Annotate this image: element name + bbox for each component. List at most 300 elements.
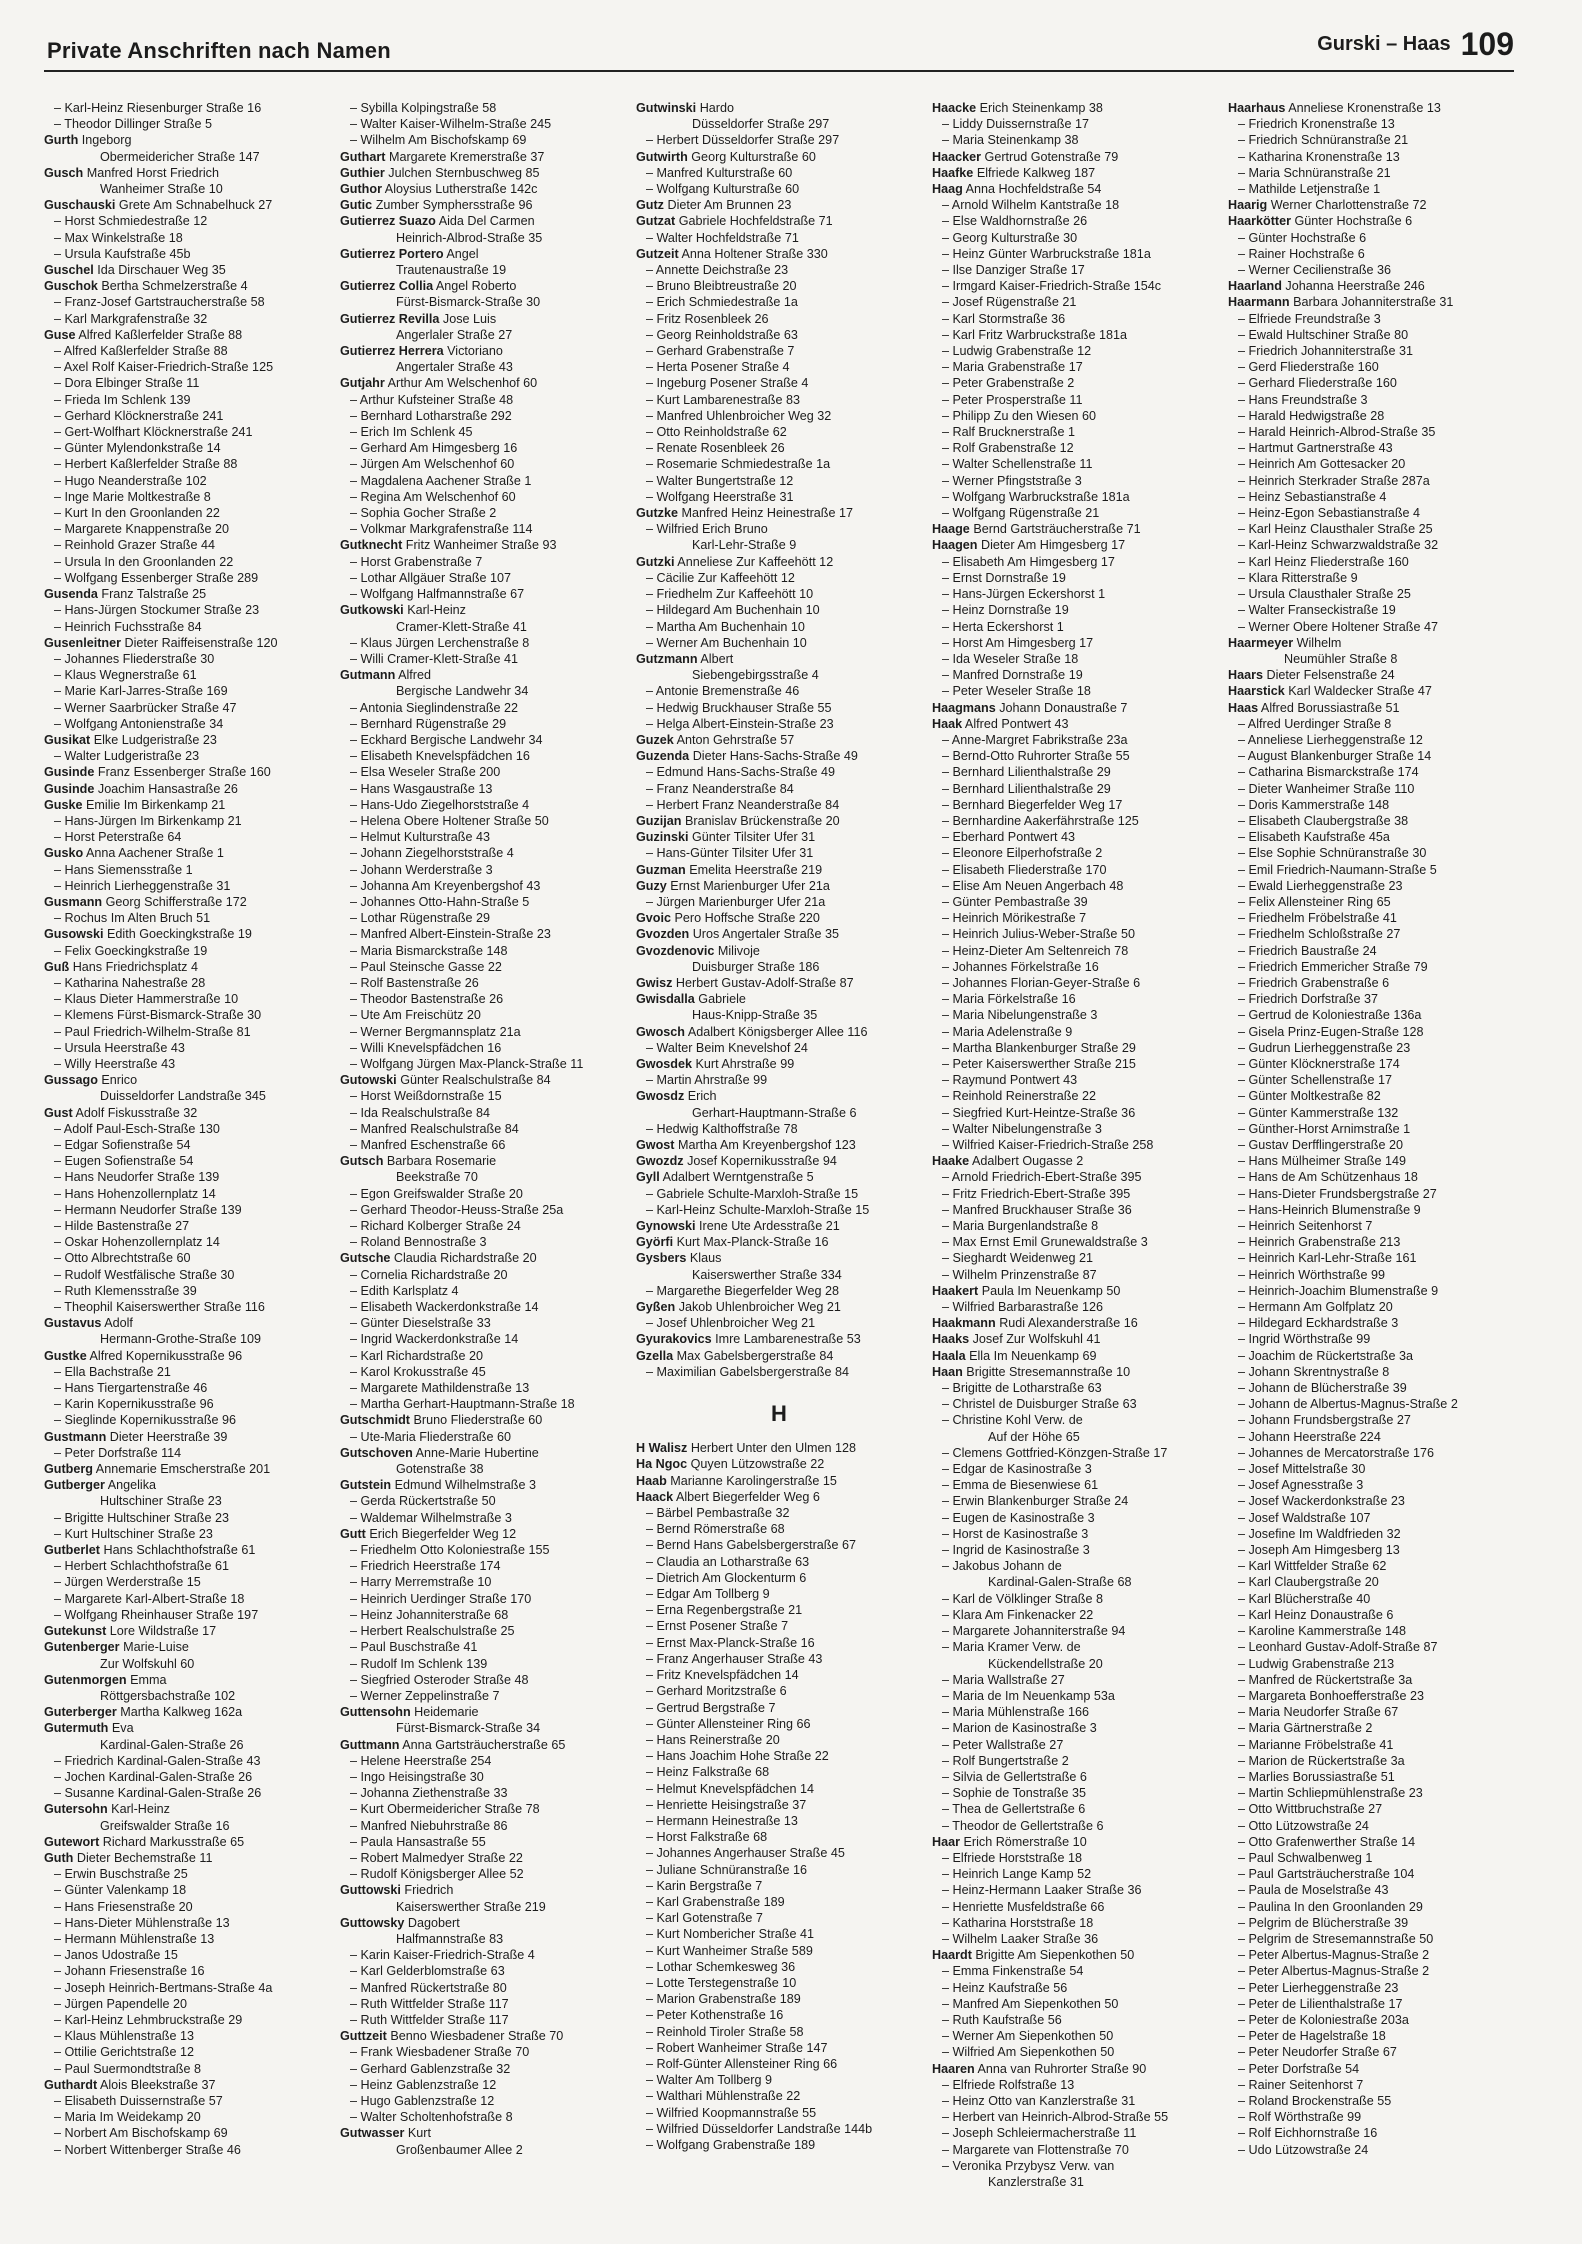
family-member-entry: – Johann Heerstraße 224 bbox=[1238, 1429, 1381, 1444]
family-member-entry: – Herbert van Heinrich-Albrod-Straße 55 bbox=[942, 2110, 1169, 2125]
surname: Guterberger bbox=[44, 1705, 117, 1720]
family-member-entry: – Günter Valenkamp 18 bbox=[54, 1883, 187, 1898]
surname: Gutsche bbox=[340, 1251, 391, 1266]
page-title: Private Anschriften nach Namen bbox=[47, 38, 391, 63]
surname: Guttensohn bbox=[340, 1705, 411, 1720]
address-continuation: Kaiserswerther Straße 219 bbox=[396, 1899, 546, 1914]
address-continuation: Haus-Knipp-Straße 35 bbox=[692, 1008, 818, 1023]
family-member-entry: – Alfred Kaßlerfelder Straße 88 bbox=[54, 344, 228, 359]
directory-entry bbox=[340, 1153, 626, 1169]
family-member-entry: – Theodor Dillinger Straße 5 bbox=[54, 117, 212, 132]
family-member-entry: – Marion Grabenstraße 189 bbox=[646, 1992, 801, 2007]
family-member-entry: – Rolf Bungertstraße 2 bbox=[942, 1753, 1069, 1768]
entry-text: Kurt Max-Planck-Straße 16 bbox=[676, 1235, 829, 1250]
family-member-entry: – Ernst Posener Straße 7 bbox=[646, 1619, 789, 1634]
family-member-entry: – Werner Am Siepenkothen 50 bbox=[942, 2029, 1114, 2044]
family-member-entry: – Lothar Schemkesweg 36 bbox=[646, 1959, 796, 1974]
family-member-entry: – Friedrich Schnüranstraße 21 bbox=[1238, 133, 1409, 148]
family-member-entry: – Wolfgang Grabenstraße 189 bbox=[646, 2137, 816, 2152]
surname: Guschauski bbox=[44, 198, 116, 213]
family-member-entry: – Rudolf Königsberger Allee 52 bbox=[350, 1867, 524, 1882]
family-member-entry: – Paul Friedrich-Wilhelm-Straße 81 bbox=[54, 1024, 251, 1039]
family-member-entry: – Karl Gelderblomstraße 63 bbox=[350, 1964, 505, 1979]
family-member-entry: – Pelgrim de Blücherstraße 39 bbox=[1238, 1915, 1409, 1930]
family-member-entry: – Ida Weseler Straße 18 bbox=[942, 651, 1079, 666]
family-member-entry: – Bernhardine Aakerfährstraße 125 bbox=[942, 813, 1139, 828]
entry-text: Victoriano bbox=[447, 344, 503, 359]
surname: Gutenberger bbox=[44, 1640, 120, 1655]
family-member-entry: – Werner Saarbrücker Straße 47 bbox=[54, 700, 237, 715]
family-member-entry: – Rainer Hochstraße 6 bbox=[1238, 246, 1365, 261]
family-member-entry: – Harald Hedwigstraße 28 bbox=[1238, 408, 1385, 423]
column-5 bbox=[1228, 100, 1514, 2190]
family-member-entry: – Philipp Zu den Wiesen 60 bbox=[942, 408, 1097, 423]
family-member-entry: – Hedwig Bruckhauser Straße 55 bbox=[646, 700, 832, 715]
entry-text: Marie-Luise bbox=[123, 1640, 189, 1655]
family-member-entry: – Elisabeth Fliederstraße 170 bbox=[942, 862, 1107, 877]
family-member-entry: – Oskar Hohenzollernplatz 14 bbox=[54, 1235, 220, 1250]
entry-text: Karl Waldecker Straße 47 bbox=[1288, 684, 1432, 699]
family-member-entry: – Arnold Friedrich-Ebert-Straße 395 bbox=[942, 1170, 1142, 1185]
directory-entry bbox=[340, 537, 626, 553]
family-member-entry: – Peter Wallstraße 27 bbox=[942, 1737, 1064, 1752]
directory-entry bbox=[340, 667, 626, 683]
family-member-entry: – Herta Eckershorst 1 bbox=[942, 619, 1064, 634]
surname: Gvozden bbox=[636, 927, 690, 942]
family-member-entry: – Norbert Wittenberger Straße 46 bbox=[54, 2142, 241, 2157]
family-member-entry: – Susanne Kardinal-Galen-Straße 26 bbox=[54, 1786, 262, 1801]
family-member-entry: – Felix Goeckingkstraße 19 bbox=[54, 943, 208, 958]
surname: Gutwirth bbox=[636, 149, 688, 164]
family-member-entry: – Christine Kohl Verw. de bbox=[942, 1413, 1083, 1428]
family-member-entry: – Gabriele Schulte-Marxloh-Straße 15 bbox=[646, 1186, 859, 1201]
family-member-entry: – Kurt Obermeidericher Straße 78 bbox=[350, 1802, 540, 1817]
directory-entry bbox=[340, 278, 626, 294]
directory-entry bbox=[636, 1299, 922, 1315]
family-member-entry: – Karl Grabenstraße 189 bbox=[646, 1894, 785, 1909]
family-member-entry: – Heinz Günter Warbruckstraße 181a bbox=[942, 246, 1151, 261]
directory-entry bbox=[44, 764, 330, 780]
directory-entry bbox=[340, 1477, 626, 1493]
family-member-entry: – Ursula Kaufstraße 45b bbox=[54, 246, 191, 261]
surname: Guthor bbox=[340, 182, 382, 197]
directory-entry bbox=[636, 1218, 922, 1234]
family-member-entry: – Werner Am Buchenhain 10 bbox=[646, 635, 807, 650]
address-continuation: Fürst-Bismarck-Straße 34 bbox=[396, 1721, 541, 1736]
family-member-entry: – Hans-Günter Tilsiter Ufer 31 bbox=[646, 846, 814, 861]
family-member-entry: – Sybilla Kolpingstraße 58 bbox=[350, 101, 497, 115]
family-member-entry: – Heinrich Seitenhorst 7 bbox=[1238, 1219, 1373, 1234]
family-member-entry: – Peter Albertus-Magnus-Straße 2 bbox=[1238, 1964, 1430, 1979]
name-range: Gurski – Haas bbox=[1317, 33, 1451, 55]
family-member-entry: – Antonia Sieglindenstraße 22 bbox=[350, 700, 519, 715]
family-member-entry: – Klara Am Finkenacker 22 bbox=[942, 1607, 1094, 1622]
directory-entry bbox=[932, 2061, 1218, 2077]
family-member-entry: – Elisabeth Wackerdonkstraße 14 bbox=[350, 1300, 539, 1315]
entry-text: Max Gabelsbergerstraße 84 bbox=[676, 1348, 834, 1363]
surname: Haars bbox=[1228, 668, 1264, 683]
family-member-entry: – Karl Gotenstraße 7 bbox=[646, 1911, 763, 1926]
family-member-entry: – Alfred Uerdinger Straße 8 bbox=[1238, 716, 1392, 731]
family-member-entry: – Gertrud de Koloniestraße 136a bbox=[1238, 1008, 1422, 1023]
directory-entry bbox=[636, 149, 922, 165]
address-continuation: Kückendellstraße 20 bbox=[988, 1656, 1103, 1671]
family-member-entry: – Johann Skrentnystraße 8 bbox=[1238, 1364, 1390, 1379]
family-member-entry: – Maria Förkelstraße 16 bbox=[942, 992, 1076, 1007]
surname: Gutzke bbox=[636, 506, 678, 521]
family-member-entry: – Marlies Borussiastraße 51 bbox=[1238, 1769, 1395, 1784]
address-continuation: Auf der Höhe 65 bbox=[988, 1429, 1080, 1444]
family-member-entry: – Gerhard Am Himgesberg 16 bbox=[350, 441, 518, 456]
column-1 bbox=[44, 100, 330, 2190]
family-member-entry: – Else Waldhornstraße 26 bbox=[942, 214, 1088, 229]
surname: Gutenmorgen bbox=[44, 1672, 127, 1687]
surname: Gutz bbox=[636, 198, 664, 213]
family-member-entry: – Martha Gerhart-Hauptmann-Straße 18 bbox=[350, 1397, 575, 1412]
address-continuation: Karl-Lehr-Straße 9 bbox=[692, 538, 797, 553]
family-member-entry: – Ruth Klemensstraße 39 bbox=[54, 1283, 197, 1298]
family-member-entry: – Hans-Heinrich Blumenstraße 9 bbox=[1238, 1202, 1421, 1217]
directory-entry bbox=[1228, 700, 1514, 716]
family-member-entry: – Friedhelm Schloßstraße 27 bbox=[1238, 927, 1401, 942]
family-member-entry: – Anne-Margret Fabrikstraße 23a bbox=[942, 732, 1128, 747]
surname: Haarhaus bbox=[1228, 101, 1286, 115]
family-member-entry: – Horst Peterstraße 64 bbox=[54, 830, 182, 845]
family-member-entry: – Elisabeth Kaufstraße 45a bbox=[1238, 830, 1390, 845]
entry-text: Bruno Fliederstraße 60 bbox=[413, 1413, 543, 1428]
family-member-entry: – Ernst Dornstraße 19 bbox=[942, 570, 1066, 585]
entry-text: Josef Zur Wolfskuhl 41 bbox=[972, 1332, 1101, 1347]
entry-text: Wilhelm bbox=[1296, 635, 1342, 650]
surname: Gutzki bbox=[636, 554, 675, 569]
family-member-entry: – Inge Marie Moltkestraße 8 bbox=[54, 489, 211, 504]
family-member-entry: – Hugo Gablenzstraße 12 bbox=[350, 2093, 495, 2108]
entry-text: Paula Im Neuenkamp 50 bbox=[981, 1283, 1121, 1298]
family-member-entry: – Wolfgang Antonienstraße 34 bbox=[54, 716, 224, 731]
family-member-entry: – Peter Grabenstraße 2 bbox=[942, 376, 1075, 391]
family-member-entry: – Heinrich Sterkrader Straße 287a bbox=[1238, 473, 1430, 488]
family-member-entry: – Edmund Hans-Sachs-Straße 49 bbox=[646, 765, 835, 780]
entry-text: Emelita Heerstraße 219 bbox=[689, 862, 823, 877]
family-member-entry: – Eckhard Bergische Landwehr 34 bbox=[350, 732, 543, 747]
address-continuation: Siebengebirgsstraße 4 bbox=[692, 668, 819, 683]
surname: Guse bbox=[44, 327, 76, 342]
family-member-entry: – Karl de Völklinger Straße 8 bbox=[942, 1591, 1104, 1606]
entry-text: Branislav Brückenstraße 20 bbox=[684, 813, 840, 828]
family-member-entry: – Heinz-Egon Sebastianstraße 4 bbox=[1238, 506, 1421, 521]
directory-entry bbox=[636, 748, 922, 764]
entry-text: Manfred Heinz Heinestraße 17 bbox=[681, 506, 853, 521]
family-member-entry: – Paul Buschstraße 41 bbox=[350, 1640, 478, 1655]
directory-entry bbox=[636, 1088, 922, 1104]
address-continuation: Wanheimer Straße 10 bbox=[100, 182, 223, 197]
family-member-entry: – Kurt Hultschiner Straße 23 bbox=[54, 1526, 213, 1541]
family-member-entry: – Ilse Danziger Straße 17 bbox=[942, 263, 1085, 278]
entry-text: Aida Del Carmen bbox=[438, 214, 535, 229]
surname: Gutzmann bbox=[636, 651, 698, 666]
directory-entry bbox=[636, 1056, 922, 1072]
family-member-entry: – Rudolf Westfälische Straße 30 bbox=[54, 1267, 235, 1282]
family-member-entry: – Hans-Jürgen Eckershorst 1 bbox=[942, 587, 1106, 602]
family-member-entry: – Günter Moltkestraße 82 bbox=[1238, 1089, 1381, 1104]
surname: Gutknecht bbox=[340, 538, 403, 553]
family-member-entry: – Günter Pembastraße 39 bbox=[942, 894, 1088, 909]
family-member-entry: – Reinhold Grazer Straße 44 bbox=[54, 538, 216, 553]
entry-text: Josef Kopernikusstraße 94 bbox=[687, 1154, 837, 1169]
entry-text: Irene Ute Ardesstraße 21 bbox=[699, 1219, 840, 1234]
family-member-entry: – Maria Nibelungenstraße 3 bbox=[942, 1008, 1098, 1023]
family-member-entry: – Eugen de Kasinostraße 3 bbox=[942, 1510, 1095, 1525]
directory-entry bbox=[932, 1834, 1218, 1850]
family-member-entry: – Sophie de Tonstraße 35 bbox=[942, 1786, 1086, 1801]
family-member-entry: – Ruth Wittfelder Straße 117 bbox=[350, 2012, 509, 2027]
address-continuation: Greifswalder Straße 16 bbox=[100, 1818, 230, 1833]
family-member-entry: – Horst Weißdornstraße 15 bbox=[350, 1089, 502, 1104]
entry-text: Heidemarie bbox=[414, 1705, 479, 1720]
family-member-entry: – Richard Kolberger Straße 24 bbox=[350, 1219, 521, 1234]
directory-entry bbox=[340, 1915, 626, 1931]
surname: Guschok bbox=[44, 279, 98, 294]
family-member-entry: – Klaus Dieter Hammerstraße 10 bbox=[54, 992, 239, 1007]
surname: Guttowski bbox=[340, 1883, 401, 1898]
surname: Guß bbox=[44, 959, 70, 974]
family-member-entry: – Willi Knevelspfädchen 16 bbox=[350, 1040, 502, 1055]
family-member-entry: – Rochus Im Alten Bruch 51 bbox=[54, 911, 211, 926]
surname: Haar bbox=[932, 1834, 961, 1849]
entry-text: Milivoje bbox=[717, 943, 760, 958]
family-member-entry: – Heinrich Lierheggenstraße 31 bbox=[54, 878, 231, 893]
directory-entry bbox=[44, 797, 330, 813]
directory-entry bbox=[636, 246, 922, 262]
address-continuation: Kanzlerstraße 31 bbox=[988, 2175, 1084, 2189]
entry-text: Enrico bbox=[101, 1073, 138, 1088]
family-member-entry: – Werner Bergmannsplatz 21a bbox=[350, 1024, 521, 1039]
family-member-entry: – Joseph Am Himgesberg 13 bbox=[1238, 1543, 1400, 1558]
family-member-entry: – Gerhard Theodor-Heuss-Straße 25a bbox=[350, 1202, 564, 1217]
directory-entry bbox=[932, 1315, 1218, 1331]
entry-text: Gertrud Gotenstraße 79 bbox=[984, 149, 1119, 164]
entry-text: Albert bbox=[700, 651, 734, 666]
directory-entry bbox=[636, 732, 922, 748]
address-continuation: Hultschiner Straße 23 bbox=[100, 1494, 222, 1509]
surname: Gwisdalla bbox=[636, 992, 695, 1007]
family-member-entry: – Bärbel Pembastraße 32 bbox=[646, 1506, 790, 1521]
surname: Györfi bbox=[636, 1235, 674, 1250]
directory-entry bbox=[44, 262, 330, 278]
family-member-entry: – Wilhelm Am Bischofskamp 69 bbox=[350, 133, 527, 148]
entry-text: Dieter Hans-Sachs-Straße 49 bbox=[692, 749, 858, 764]
family-member-entry: – Egon Greifswalder Straße 20 bbox=[350, 1186, 523, 1201]
family-member-entry: – Heinz Sebastianstraße 4 bbox=[1238, 489, 1387, 504]
family-member-entry: – August Blankenburger Straße 14 bbox=[1238, 749, 1432, 764]
family-member-entry: – Josef Mittelstraße 30 bbox=[1238, 1462, 1366, 1477]
entry-text: Bernd Gartsträucherstraße 71 bbox=[973, 522, 1141, 537]
family-member-entry: – Hermann Neudorfer Straße 139 bbox=[54, 1202, 242, 1217]
family-member-entry: – Claudia an Lotharstraße 63 bbox=[646, 1554, 810, 1569]
family-member-entry: – Margarete van Flottenstraße 70 bbox=[942, 2142, 1129, 2157]
entry-text: Anna Aachener Straße 1 bbox=[86, 846, 224, 861]
entry-text: Martha Am Kreyenbergshof 123 bbox=[677, 1138, 856, 1152]
surname: Guzman bbox=[636, 862, 686, 877]
directory-entry bbox=[932, 537, 1218, 553]
entry-text: Adolf bbox=[104, 1316, 133, 1331]
surname: Haarmeyer bbox=[1228, 635, 1294, 650]
family-member-entry: – Lothar Allgäuer Straße 107 bbox=[350, 570, 512, 585]
directory-entry bbox=[44, 1542, 330, 1558]
address-continuation: Beekstraße 70 bbox=[396, 1170, 478, 1185]
family-member-entry: – Heinz Johanniterstraße 68 bbox=[350, 1607, 509, 1622]
entry-text: Adalbert Ougasse 2 bbox=[971, 1154, 1084, 1169]
family-member-entry: – Josef Rügenstraße 21 bbox=[942, 295, 1077, 310]
directory-entry bbox=[44, 781, 330, 797]
family-member-entry: – Bruno Bleibtreustraße 20 bbox=[646, 279, 797, 294]
family-member-entry: – Wolfgang Essenberger Straße 289 bbox=[54, 570, 259, 585]
directory-entry bbox=[44, 635, 330, 651]
surname: Gutierrez Revilla bbox=[340, 311, 440, 326]
entry-text: Alfred Kaßlerfelder Straße 88 bbox=[78, 327, 243, 342]
family-member-entry: – Ingrid de Kasinostraße 3 bbox=[942, 1543, 1090, 1558]
family-member-entry: – Margarete Johanniterstraße 94 bbox=[942, 1624, 1126, 1639]
family-member-entry: – Bernhard Lotharstraße 292 bbox=[350, 408, 512, 423]
entry-text: Günter Tilsiter Ufer 31 bbox=[691, 830, 816, 845]
directory-entry bbox=[340, 1250, 626, 1266]
family-member-entry: – Horst Falkstraße 68 bbox=[646, 1830, 768, 1845]
family-member-entry: – Friedrich Baustraße 24 bbox=[1238, 943, 1377, 958]
family-member-entry: – Theodor de Gellertstraße 6 bbox=[942, 1818, 1104, 1833]
entry-text: Gabriele Hochfeldstraße 71 bbox=[678, 214, 833, 229]
entry-text: Barbara Johanniterstraße 31 bbox=[1293, 295, 1454, 310]
family-member-entry: – Frieda Im Schlenk 139 bbox=[54, 392, 191, 407]
family-member-entry: – Ernst Max-Planck-Straße 16 bbox=[646, 1635, 815, 1650]
family-member-entry: – Wilfried Barbarastraße 126 bbox=[942, 1300, 1103, 1315]
entry-text: Joachim Hansastraße 26 bbox=[97, 781, 238, 796]
surname: Guthardt bbox=[44, 2077, 98, 2092]
directory-entry bbox=[44, 1429, 330, 1445]
family-member-entry: – Georg Kulturstraße 30 bbox=[942, 230, 1078, 245]
family-member-entry: – Manfred Kulturstraße 60 bbox=[646, 165, 793, 180]
family-member-entry: – Paul Gartsträucherstraße 104 bbox=[1238, 1867, 1415, 1882]
entry-text: Dieter Raiffeisenstraße 120 bbox=[124, 635, 278, 650]
family-member-entry: – Hans-Dieter Mühlenstraße 13 bbox=[54, 1915, 230, 1930]
entry-text: Angelika bbox=[107, 1478, 157, 1493]
surname: Haag bbox=[932, 182, 963, 197]
entry-text: Dagobert bbox=[407, 1915, 460, 1930]
family-member-entry: – Johann Werderstraße 3 bbox=[350, 862, 493, 877]
family-member-entry: – Bernd Hans Gabelsbergerstraße 67 bbox=[646, 1538, 857, 1553]
page-header bbox=[44, 26, 1514, 72]
surname: Gwisz bbox=[636, 975, 673, 990]
family-member-entry: – Bernhard Lilienthalstraße 29 bbox=[942, 765, 1111, 780]
directory-entry bbox=[44, 197, 330, 213]
family-member-entry: – Werner Pfingststraße 3 bbox=[942, 473, 1082, 488]
family-member-entry: – Maria Mühlenstraße 166 bbox=[942, 1705, 1089, 1720]
family-member-entry: – Heinz-Dieter Am Seltenreich 78 bbox=[942, 943, 1129, 958]
family-member-entry: – Renate Rosenbleek 26 bbox=[646, 441, 785, 456]
entry-text: Gabriele bbox=[698, 992, 746, 1007]
family-member-entry: – Peter de Hagelstraße 18 bbox=[1238, 2029, 1386, 2044]
directory-entry bbox=[44, 1672, 330, 1688]
family-member-entry: – Günter Allensteiner Ring 66 bbox=[646, 1716, 811, 1731]
family-member-entry: – Friedrich Emmericher Straße 79 bbox=[1238, 959, 1428, 974]
family-member-entry: – Ottilie Gerichtstraße 12 bbox=[54, 2045, 194, 2060]
family-member-entry: – Johannes de Mercatorstraße 176 bbox=[1238, 1445, 1435, 1460]
directory-entry bbox=[44, 1461, 330, 1477]
surname: Gwozdz bbox=[636, 1154, 684, 1169]
family-member-entry: – Emil Friedrich-Naumann-Straße 5 bbox=[1238, 862, 1437, 877]
entry-text: Ernst Marienburger Ufer 21a bbox=[670, 878, 830, 893]
surname: H Walisz bbox=[636, 1441, 688, 1456]
directory-entry bbox=[636, 100, 922, 116]
family-member-entry: – Maria Adelenstraße 9 bbox=[942, 1024, 1073, 1039]
family-member-entry: – Jürgen Am Welschenhof 60 bbox=[350, 457, 515, 472]
family-member-entry: – Rudolf Im Schlenk 139 bbox=[350, 1656, 488, 1671]
directory-entry bbox=[932, 716, 1218, 732]
family-member-entry: – Rainer Seitenhorst 7 bbox=[1238, 2077, 1364, 2092]
family-member-entry: – Gerhard Fliederstraße 160 bbox=[1238, 376, 1397, 391]
family-member-entry: – Pelgrim de Stresemannstraße 50 bbox=[1238, 1931, 1434, 1946]
family-member-entry: – Manfred de Rückertstraße 3a bbox=[1238, 1672, 1413, 1687]
directory-entry bbox=[636, 1153, 922, 1169]
family-member-entry: – Silvia de Gellertstraße 6 bbox=[942, 1769, 1087, 1784]
family-member-entry: – Elise Am Neuen Angerbach 48 bbox=[942, 878, 1124, 893]
directory-entry bbox=[340, 311, 626, 327]
directory-entry bbox=[636, 1331, 922, 1347]
family-member-entry: – Hermann Mühlenstraße 13 bbox=[54, 1931, 215, 1946]
surname: Haagmans bbox=[932, 700, 996, 715]
family-member-entry: – Elisabeth Knevelspfädchen 16 bbox=[350, 749, 530, 764]
family-member-entry: – Walter Scholtenhofstraße 8 bbox=[350, 2110, 513, 2125]
family-member-entry: – Hans Friesenstraße 20 bbox=[54, 1899, 193, 1914]
family-member-entry: – Peter Kothenstraße 16 bbox=[646, 2008, 784, 2023]
family-member-entry: – Maria Bismarckstraße 148 bbox=[350, 943, 508, 958]
surname: Guthart bbox=[340, 149, 386, 164]
directory-entry bbox=[636, 197, 922, 213]
entry-text: Arthur Am Welschenhof 60 bbox=[387, 376, 538, 391]
family-member-entry: – Franz Angerhauser Straße 43 bbox=[646, 1651, 823, 1666]
surname: Gutjahr bbox=[340, 376, 385, 391]
address-continuation: Cramer-Klett-Straße 41 bbox=[396, 619, 527, 634]
address-continuation: Fürst-Bismarck-Straße 30 bbox=[396, 295, 541, 310]
family-member-entry: – Werner Obere Holtener Straße 47 bbox=[1238, 619, 1438, 634]
columns-container bbox=[44, 100, 1514, 2190]
entry-text: Hans Schlachthofstraße 61 bbox=[103, 1543, 256, 1558]
family-member-entry: – Herta Posener Straße 4 bbox=[646, 360, 790, 375]
family-member-entry: – Heinrich Uerdinger Straße 170 bbox=[350, 1591, 532, 1606]
family-member-entry: – Helmut Kulturstraße 43 bbox=[350, 830, 490, 845]
family-member-entry: – Joseph Heinrich-Bertmans-Straße 4a bbox=[54, 1980, 273, 1995]
directory-entry bbox=[44, 1834, 330, 1850]
family-member-entry: – Karl-Heinz Schulte-Marxloh-Straße 15 bbox=[646, 1202, 870, 1217]
entry-text: Günter Realschulstraße 84 bbox=[400, 1073, 551, 1088]
family-member-entry: – Hans-Jürgen Stockumer Straße 23 bbox=[54, 603, 260, 618]
directory-entry bbox=[340, 149, 626, 165]
directory-entry bbox=[44, 1704, 330, 1720]
family-member-entry: – Jürgen Marienburger Ufer 21a bbox=[646, 894, 826, 909]
family-member-entry: – Manfred Realschulstraße 84 bbox=[350, 1121, 519, 1136]
family-member-entry: – Rolf Wörthstraße 99 bbox=[1238, 2110, 1362, 2125]
entry-text: Erich Biegerfelder Weg 12 bbox=[369, 1526, 517, 1541]
family-member-entry: – Harald Heinrich-Albrod-Straße 35 bbox=[1238, 425, 1436, 440]
family-member-entry: – Peter Lierheggenstraße 23 bbox=[1238, 1980, 1399, 1995]
directory-entry bbox=[44, 586, 330, 602]
family-member-entry: – Peter Albertus-Magnus-Straße 2 bbox=[1238, 1948, 1430, 1963]
family-member-entry: – Josef Waldstraße 107 bbox=[1238, 1510, 1371, 1525]
surname: Haacker bbox=[932, 149, 982, 164]
surname: Gyll bbox=[636, 1170, 660, 1185]
directory-entry bbox=[1228, 278, 1514, 294]
surname: Gusko bbox=[44, 846, 84, 861]
directory-entry bbox=[636, 862, 922, 878]
